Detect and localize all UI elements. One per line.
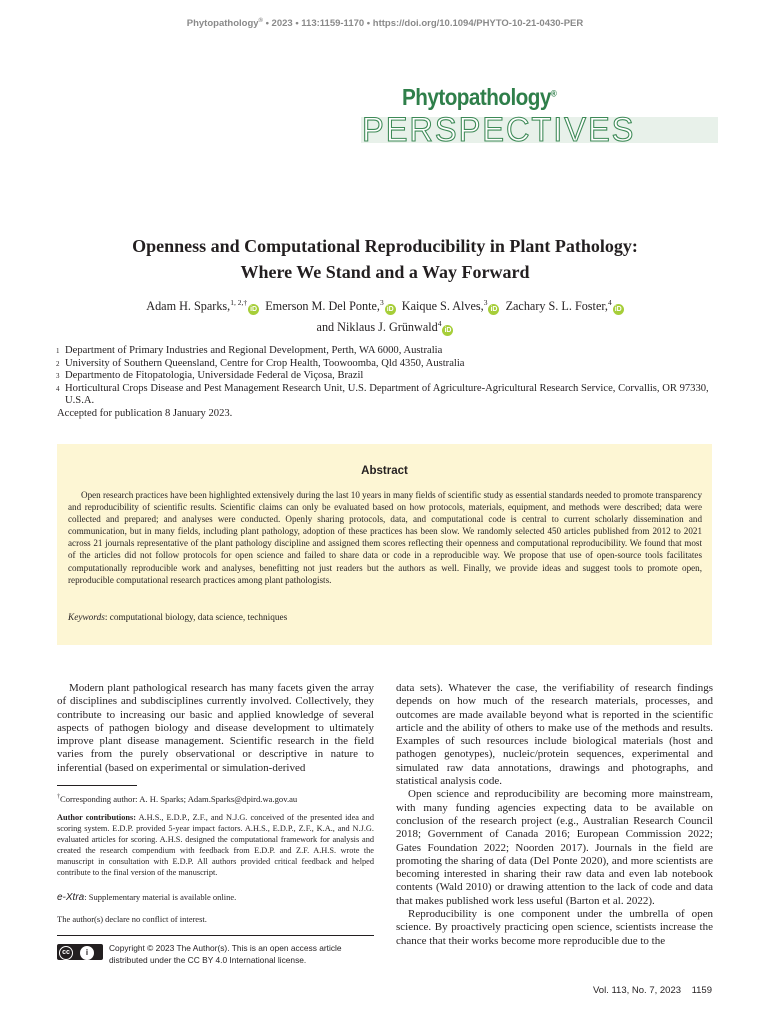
extra-label: e-Xtra	[57, 892, 85, 903]
license-text: Copyright © 2023 The Author(s). This is an open access article distributed under the CC BY 4.0 International license.	[109, 943, 342, 965]
orcid-icon[interactable]: iD	[444, 327, 452, 335]
journal-logo-text: Phytopathology	[402, 84, 551, 110]
keywords-label: Keywords	[68, 613, 105, 623]
abstract-text: Open research practices have been highlighted extensively during the last 10 years in many fields of scientific study as essential standards needed to promote transparency and reproducibility of scientific results. Scientific claims can only be evaluated based on how protocols, materials, equipment, and methods were described; data were collected and prepared; and analyses were conducted. Openly sharing protocols, data, and computational code is central to current scholarly dissemination and communication, but in many fields, including plant pathology, adoption of these practices has been slow. We randomly selected 450 articles published from 2012 to 2021 across 21 journals representative of the plant pathology discipline and assigned them scores reflecting their openness and computational reproducibility. We found that most of the articles did not follow protocols for open science and failed to share data or code in a reproducible way. We propose that use of open-source tools facilitates computationally reproducible work and analyses, benefitting not just readers but the authors as well. Finally, we provide ideas and suggest tools to promote open, reproducible computational research practices among plant pathologists.	[68, 490, 702, 585]
running-head	[0, 18, 770, 29]
body-paragraph: data sets). Whatever the case, the verifiability of research findings depends on how much of the research materials, processes, and outcomes are made available beyond what is reported in the scientific article and the ability of others to make use of the methods and results. Examples of such resources include biological materials (host and pathogen genotypes), nucleic/protein sequences, experimental and simulated raw data annotations, drawings and photographs, and statistical analysis code.	[396, 682, 713, 788]
abstract-heading: Abstract	[361, 465, 408, 477]
affiliation	[57, 383, 717, 408]
author-name: Emerson M. Del Ponte,	[265, 299, 380, 314]
affiliation	[57, 370, 717, 383]
accepted-date: Accepted for publication 8 January 2023.	[57, 407, 233, 419]
affiliation-text: Departmento de Fitopatologia, Universidade Federal de Viçosa, Brazil	[65, 370, 364, 382]
body-paragraph: Open science and reproducibility are becoming more mainstream, with many funding agencies expecting data to be available on conclusion of the research project (e.g., Australian Research Council 2018; Government of Canada 2016; European Commission 2022; Gates Foundation 2022; Noorden 2017). Journals in the field are promoting the sharing of data (Del Ponte 2020), and more scientists are becoming interested in sharing their raw data and even lab notebook contents (Wald 2010) or drawing attention to the lack of code and data that makes published work less useful (Barton et al. 2022).	[396, 788, 713, 907]
affiliation-text: Department of Primary Industries and Regional Development, Perth, WA 6000, Australia	[65, 345, 443, 356]
orcid-icon[interactable]: iD	[490, 306, 498, 314]
contrib-label: Author contributions:	[57, 813, 136, 822]
author-affil-sup: 4	[437, 319, 442, 329]
orcid-icon[interactable]: iD	[386, 306, 394, 314]
author-name: and Niklaus J. Grünwald	[316, 320, 438, 335]
affiliation	[57, 358, 717, 371]
keywords	[68, 613, 702, 623]
affiliation-text: Horticultural Crops Disease and Pest Management Research Unit, U.S. Department of Agriculture-Agricultural Research Service, Corvallis, OR 97330, U.S.A.	[65, 382, 709, 407]
corresponding-author	[57, 792, 374, 805]
affiliation-text: University of Southern Queensland, Centre for Crop Health, Toowoomba, Qld 4350, Australia	[65, 357, 465, 369]
footnote-divider	[57, 785, 137, 786]
running-head-journal: Phytopathology	[186, 18, 259, 30]
corresponding-text: Corresponding author: A. H. Sparks; Adam.Sparks@dpird.wa.gov.au	[60, 793, 298, 804]
body-left-paragraph: Modern plant pathological research has many facets given the array of disciplines and subdisciplines currently involved. Collectively, they contribute to increasing our basic and applied knowledge of several aspects of pathogen biology and disease development to ultimately improve plant disease management. Scientific research in the field varies from the purely observational or descriptive in nature to inferential (based on experimental or simulation-derived	[57, 682, 374, 774]
affiliation-number: 2	[56, 359, 60, 368]
corresponding-mark: †	[57, 794, 60, 800]
author-affil-sup: 3	[483, 298, 488, 307]
author-name: Adam H. Sparks,	[146, 299, 231, 314]
cc-icon: cc	[59, 946, 73, 960]
section-perspectives-logo: PERSPECTIVES	[362, 111, 636, 149]
page-footer: Vol. 113, No. 7, 2023 1159	[592, 985, 712, 996]
journal-logo-reg: ®	[550, 88, 557, 99]
extra-note	[57, 892, 374, 903]
body-right-column	[396, 682, 713, 948]
journal-logo	[402, 84, 556, 111]
conflict-note: The author(s) declare no conflict of interest.	[57, 914, 207, 924]
affiliations	[57, 345, 717, 421]
author-affil-sup: 1, 2,†	[230, 298, 248, 307]
affiliation-number: 4	[56, 384, 60, 393]
running-head-details: • 2023 • 113:1159-1170 • https://doi.org/10.1094/PHYTO-10-21-0430-PER	[262, 18, 584, 30]
affiliation-number: 3	[56, 372, 60, 381]
author-name: Zachary S. L. Foster,	[505, 299, 608, 314]
article-title	[40, 233, 730, 285]
contrib-text: A.H.S., E.D.P., Z.F., and N.J.G. conceived of the presented idea and scoring system. E.D.P. provided 5-year impact factors. A.H.S., E.D.P., Z.F., K.A., and N.J.G. evaluated articles for scoring. A.H.S. designed the computational framework for analysis and created the research compendium with feedback from E.D.P. and Z.F. A.H.S. wrote the manuscript in consultation with E.D.P. All authors provided critical feedback and helped contribute to the final version of the manuscript.	[57, 813, 374, 877]
author-affil-sup: 4	[607, 298, 612, 307]
title-line-2: Where We Stand and a Way Forward	[240, 262, 530, 282]
body-paragraph: Reproducibility is one component under the umbrella of open science. By proactively practicing open science, scientists increase the chance that their works become more reproducible due to the	[396, 908, 713, 947]
keywords-list: : computational biology, data science, techniques	[104, 613, 288, 623]
author-list	[40, 294, 730, 336]
running-head-reg: ®	[258, 18, 263, 24]
author-contributions	[57, 812, 374, 878]
orcid-icon[interactable]: iD	[250, 306, 258, 314]
author-affil-sup: 3	[379, 298, 384, 307]
attribution-icon: i	[80, 946, 94, 960]
author-name: Kaique S. Alves,	[401, 299, 484, 314]
affiliation-number: 1	[56, 347, 60, 355]
license-divider	[57, 935, 374, 936]
title-line-1: Openness and Computational Reproducibility in Plant Pathology:	[132, 236, 638, 256]
affiliation	[57, 345, 717, 358]
extra-text: : Supplementary material is available online.	[84, 892, 237, 902]
orcid-icon[interactable]: iD	[614, 306, 622, 314]
